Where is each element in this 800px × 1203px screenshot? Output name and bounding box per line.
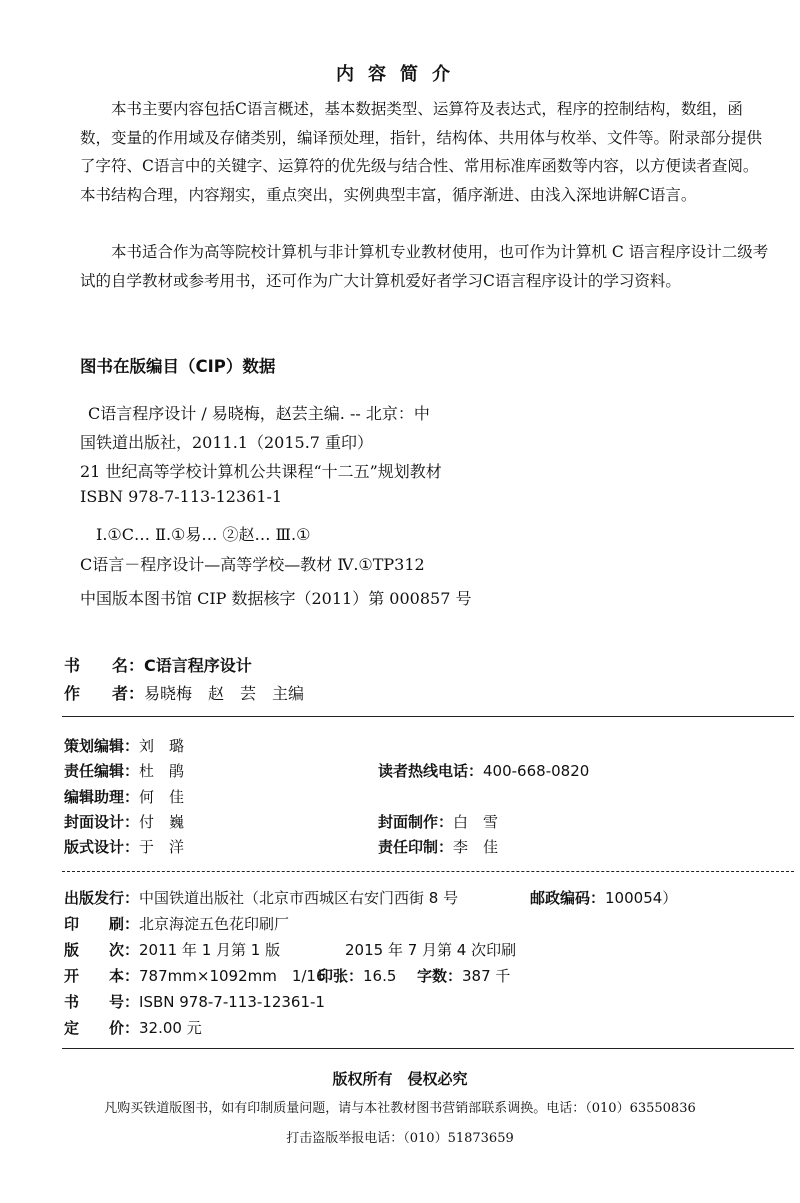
- separator-rule: [62, 1048, 794, 1049]
- staff-assistant: 编辑助理：何 佳: [64, 788, 185, 806]
- staff-cover-make: 封面制作：白 雪: [378, 813, 499, 831]
- staff-layout: 版式设计：于 洋: [64, 838, 185, 856]
- book-author-label: 作 者：: [64, 684, 145, 703]
- separator-rule: [62, 716, 794, 717]
- staff-hotline: 读者热线电话：400-668-0820: [378, 762, 590, 780]
- book-author-value: 易晓梅 赵 芸 主编: [144, 684, 305, 703]
- intro-paragraph-2: 本书适合作为高等院校计算机与非计算机专业教材使用，也可作为计算机 C 语言程序设计二级考试的自学教材或参考用书，还可作为广大计算机爱好者学习C语言程序设计的学习资料。: [80, 243, 769, 290]
- cip-line: C语言－程序设计—高等学校—教材 Ⅳ.①TP312: [80, 555, 425, 574]
- publish-format: 开 本：787mm×1092mm 1/16: [64, 967, 326, 985]
- piracy-report: 打击盗版举报电话：（010）51873659: [286, 1131, 514, 1146]
- cip-line: C语言程序设计 / 易晓梅，赵芸主编. -- 北京：中: [88, 404, 430, 423]
- publish-postcode: 邮政编码：100054）: [530, 889, 678, 907]
- publish-edition: 版 次：2011 年 1 月第 1 版: [64, 941, 281, 959]
- staff-editor: 责任编辑：杜 鹃: [64, 762, 185, 780]
- cip-line: Ⅰ.①C… Ⅱ.①易… ②赵… Ⅲ.①: [96, 525, 311, 544]
- cip-line: 国铁道出版社，2011.1（2015.7 重印）: [80, 433, 374, 452]
- cip-line: 21 世纪高等学校计算机公共课程“十二五”规划教材: [80, 462, 442, 481]
- publish-sheets: 印张：16.5: [318, 967, 397, 985]
- book-name-row: [64, 653, 252, 676]
- intro-paragraph-1: 本书主要内容包括C语言概述，基本数据类型、运算符及表达式，程序的控制结构，数组，函数，变量的作用域及存储类别，编译预处理，指针，结构体、共用体与枚举、文件等。附录部分提供了字符、C语言中的关键字、运算符的优先级与结合性、常用标准库函数等内容，以方便读者查阅。本书结构合理，内容翔实，重点突出，实例典型丰富，循序渐进、由浅入深地讲解C语言。: [80, 100, 763, 204]
- staff-print-resp: 责任印制：李 佳: [378, 838, 499, 856]
- quality-notice: 凡购买铁道版图书，如有印制质量问题，请与本社教材图书营销部联系调换。电话：（010）63550836: [104, 1101, 696, 1116]
- publish-printer: 印 刷：北京海淀五色花印刷厂: [64, 915, 290, 933]
- cip-heading: 图书在版编目（CIP）数据: [80, 357, 276, 376]
- publish-price: 定 价：32.00 元: [64, 1019, 202, 1037]
- separator-dashed-rule: [62, 871, 794, 872]
- publish-isbn: 书 号：ISBN 978-7-113-12361-1: [64, 993, 325, 1011]
- book-name-value: C语言程序设计: [144, 656, 252, 675]
- intro-title: 内容简介: [336, 64, 464, 85]
- copyright-notice: 版权所有 侵权必究: [332, 1070, 468, 1088]
- publish-publisher: 出版发行：中国铁道出版社（北京市西城区右安门西街 8 号: [64, 889, 459, 907]
- book-author-row: [64, 681, 304, 704]
- staff-cover-design: 封面设计：付 巍: [64, 813, 185, 831]
- cip-line: 中国版本图书馆 CIP 数据核字（2011）第 000857 号: [80, 589, 472, 608]
- publish-reprint: 2015 年 7 月第 4 次印刷: [345, 941, 517, 959]
- cip-line: ISBN 978-7-113-12361-1: [80, 487, 283, 506]
- book-name-label: 书 名：: [64, 656, 145, 675]
- staff-planner: 策划编辑：刘 璐: [64, 737, 185, 755]
- publish-words: 字数：387 千: [417, 967, 511, 985]
